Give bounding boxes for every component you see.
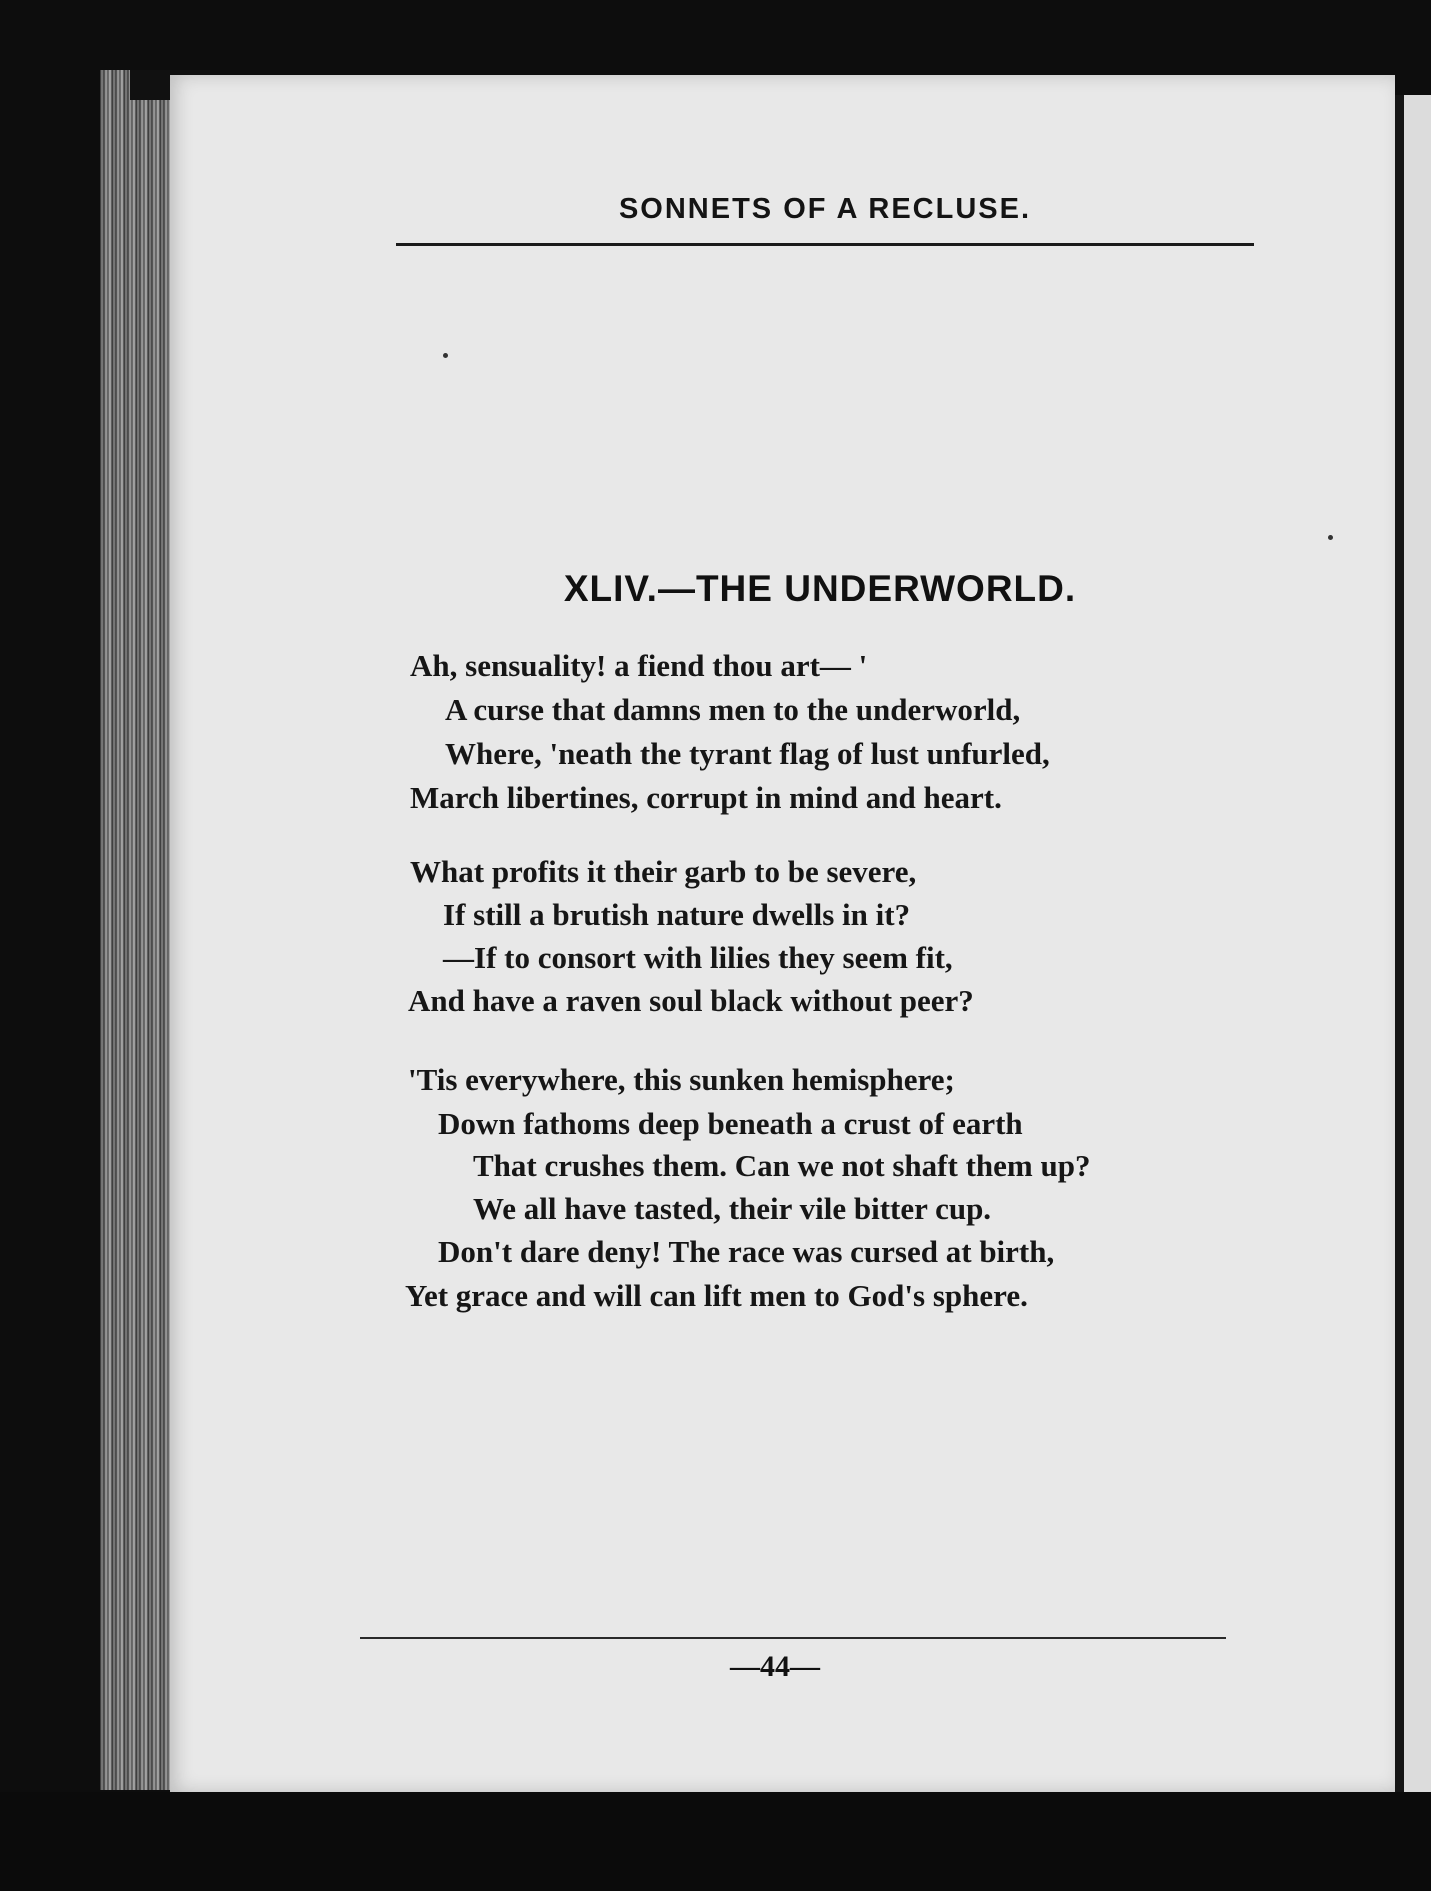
poem-line: Yet grace and will can lift men to God's sphere. — [405, 1278, 1028, 1313]
poem-line: —If to consort with lilies they seem fit, — [443, 940, 953, 975]
poem-line: Don't dare deny! The race was cursed at birth, — [438, 1234, 1055, 1269]
poem-line: What profits it their garb to be severe, — [410, 854, 917, 889]
poem-line: 'Tis everywhere, this sunken hemisphere; — [408, 1062, 955, 1097]
poem-line: And have a raven soul black without peer? — [408, 983, 974, 1018]
poem-line: That crushes them. Can we not shaft them up? — [473, 1148, 1091, 1183]
facing-page-edge — [1404, 95, 1431, 1835]
header-rule — [396, 243, 1254, 246]
print-speck — [443, 353, 448, 358]
running-head: SONNETS OF A RECLUSE. — [618, 193, 1032, 225]
page-number: —44— — [730, 1650, 820, 1683]
poem-line: A curse that damns men to the underworld, — [445, 692, 1021, 727]
sonnet-title: XLIV.—THE UNDERWORLD. — [563, 568, 1077, 609]
poem-line: Where, 'neath the tyrant flag of lust unfurled, — [445, 736, 1050, 771]
scan-bottom-border — [0, 1792, 1431, 1891]
poem-line: We all have tasted, their vile bitter cup. — [473, 1191, 992, 1226]
poem-line: If still a brutish nature dwells in it? — [443, 897, 911, 932]
poem-line: Down fathoms deep beneath a crust of earth — [438, 1106, 1023, 1141]
poem-line: Ah, sensuality! a fiend thou art— ' — [410, 648, 868, 683]
poem-line: March libertines, corrupt in mind and heart. — [410, 780, 1002, 815]
book-page — [170, 75, 1395, 1792]
print-speck — [1328, 535, 1333, 540]
footer-rule — [360, 1637, 1226, 1639]
